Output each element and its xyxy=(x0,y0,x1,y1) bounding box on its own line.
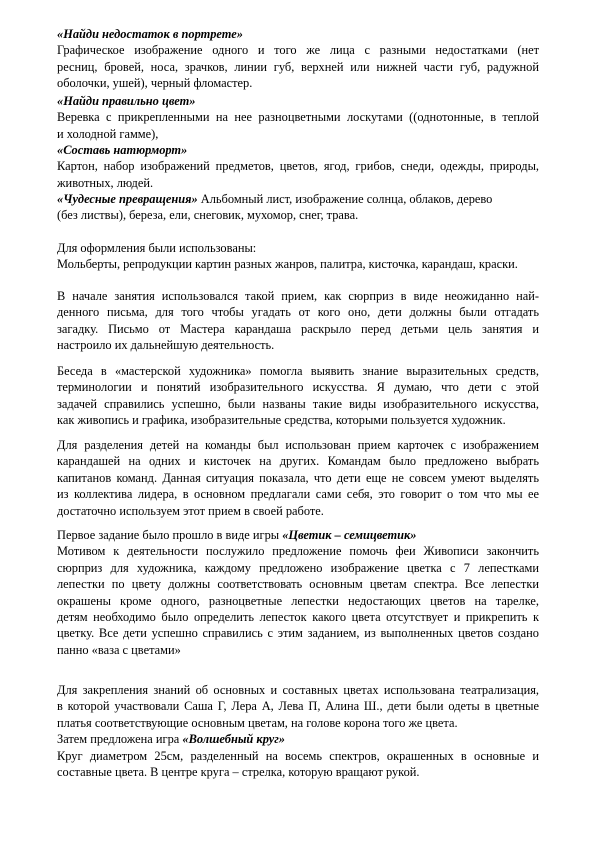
text-line: оболочки, ушей), черный фломастер. xyxy=(57,76,253,91)
text-line: задачей справились успешно, были названы такие виды изобразительного искусства, xyxy=(57,396,539,411)
text-line: В начале занятия использовался такой прием, как сюрприз в виде неожиданно най- xyxy=(57,289,539,303)
text-line: и холодной гамме), xyxy=(57,126,159,141)
text-line: карандашей на одних и кисточек на других. Командам было предложено выбрать xyxy=(57,454,539,469)
text-run: Затем предложена игра xyxy=(57,732,183,747)
text-line: Мольберты, репродукции картин разных жанров, палитра, кисточка, карандаш, краски. xyxy=(57,257,518,272)
text-line: Веревка с прикрепленными на нее разноцветными лоскутами ((однотонные, в теплой xyxy=(57,110,539,125)
text-line: Мотивом к деятельности послужило предложение помочь феи Живописи закончить xyxy=(57,544,539,559)
text-line: настроило их дальнейшую деятельность. xyxy=(57,338,275,353)
text-line xyxy=(57,527,539,543)
text-line: составные цвета. В центре круга – стрелка, которую вращают рукой. xyxy=(57,764,420,779)
game-title: «Волшебный круг» xyxy=(182,732,285,747)
text-line xyxy=(57,191,539,207)
game-title: «Цветик – семицветик» xyxy=(282,528,417,542)
text-line: достаточно используем этот прием в своей работе. xyxy=(57,503,324,518)
text-line: как живопись и графика, изобразительные средства, которыми пользуется художник. xyxy=(57,413,506,428)
section-heading: «Составь натюрморт» xyxy=(57,143,188,157)
text-line: Для закрепления знаний об основных и составных цветах использована театрализация, xyxy=(57,683,539,697)
section-heading: «Найди правильно цвет» xyxy=(57,94,196,108)
text-line: (без листвы), береза, ели, снеговик, мухомор, снег, трава. xyxy=(57,208,359,223)
paragraph-surprise xyxy=(57,288,539,354)
paragraph-conversation xyxy=(57,363,539,429)
section-heading: «Чудесные превращения» xyxy=(57,192,198,206)
text-line: окрашены кроме одного, разноцветные лепестки недостающих цветов на тарелке, xyxy=(57,593,539,608)
text-line: платья соответствующие основным цветам, на голове корона того же цвета. xyxy=(57,715,458,730)
text-line: Круг диаметром 25см, разделенный на восемь спектров, окрашенных в основные и xyxy=(57,748,539,763)
text-line: капитанов команд. Данная ситуация показала, что дети еще не совсем умеют выделять xyxy=(57,470,539,485)
text-line: ресниц, бровей, носа, зрачков, линии губ, верхней или нижней части губ, радужной xyxy=(57,59,539,74)
section-still-life xyxy=(57,142,539,191)
text-line: Беседа в «мастерской художника» помогла выявить знание выразительных средств, xyxy=(57,364,539,378)
text-line: Графическое изображение одного и того же лица с разными недостатками (нет xyxy=(57,43,539,58)
text-line: сюрприз для художника, каждому предложено изображение цветка с 7 лепестками xyxy=(57,560,539,575)
text-line xyxy=(57,731,539,747)
text-line: терминологии и понятий изобразительного искусства. Я думаю, что дети с этой xyxy=(57,380,539,395)
text-line: Для разделения детей на команды был использован прием карточек с изображением xyxy=(57,438,539,452)
text-line: панно «ваза с цветами» xyxy=(57,642,181,657)
text-line: загадку. Письмо от Мастера карандаша раскрыло перед детьми цель занятия и xyxy=(57,321,539,336)
text-line: Для оформления были использованы: xyxy=(57,241,257,255)
paragraph-theatrical xyxy=(57,682,539,780)
text-line: детям необходимо было определить лепесток какого цвета отсутствует и прикрепить к xyxy=(57,609,539,624)
text-line: из коллектива лидера, в основном предлагали сами себя, это говорит о том что мы ее xyxy=(57,487,539,502)
section-find-flaw xyxy=(57,26,539,92)
text-line: лепестки по цвету должны соответствовать основным цветам спектра. Все лепестки xyxy=(57,577,539,592)
text-run: Первое задание было прошло в виде игры xyxy=(57,528,283,542)
paragraph-first-task xyxy=(57,527,539,658)
text-line: цветку. Все дети успешно справились с этим заданием, из выполненных цветов создано xyxy=(57,626,539,641)
text-line: денного письма, для того чтобы угадать от кого оно, дети должны были отгадать xyxy=(57,305,539,320)
paragraph-materials xyxy=(57,240,539,273)
section-find-color xyxy=(57,93,539,142)
section-heading: «Найди недостаток в портрете» xyxy=(57,27,243,41)
text-line: в которой участвовали Саша Г, Лера А, Лева П, Алина Ш., дети были одеты в цветные xyxy=(57,699,539,714)
paragraph-teams xyxy=(57,437,539,519)
text-run: Альбомный лист, изображение солнца, облаков, дерево xyxy=(197,192,493,206)
section-transformations xyxy=(57,191,539,224)
text-line: Картон, набор изображений предметов, цветов, ягод, грибов, снеди, одежды, природы, xyxy=(57,159,539,174)
text-line: животных, людей. xyxy=(57,175,154,190)
